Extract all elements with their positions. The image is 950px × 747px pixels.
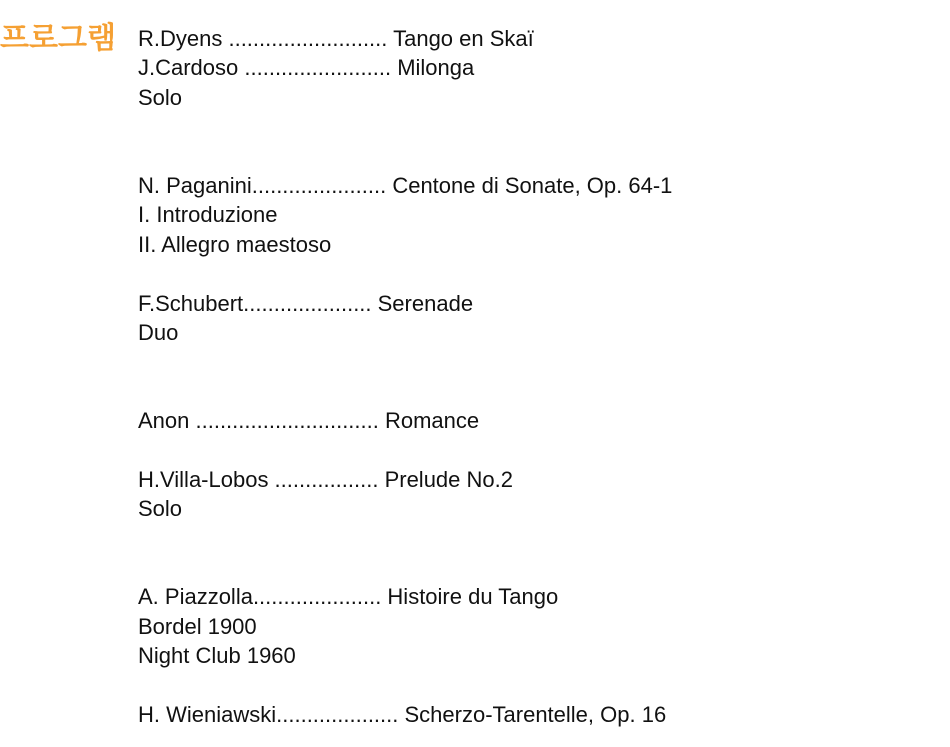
program-group-anon <box>138 406 918 435</box>
program-performer-label: Duo <box>138 319 179 345</box>
spacer <box>138 112 918 171</box>
program-list <box>138 24 918 729</box>
program-heading: 프로그램 <box>0 21 116 56</box>
program-entry-cardoso: J.Cardoso ........................ Milonga <box>138 55 475 81</box>
program-entry-villa-lobos: H.Villa-Lobos ................. Prelude No.2 <box>138 466 513 492</box>
program-entry-piazzolla: A. Piazzolla..................... Histoire du Tango <box>138 584 559 610</box>
program-group-villa-lobos <box>138 465 918 524</box>
program-entry-paganini: N. Paganini...................... Centone di Sonate, Op. 64-1 <box>138 172 673 198</box>
program-group-paganini <box>138 171 918 259</box>
spacer <box>138 347 918 406</box>
spacer <box>138 524 918 583</box>
program-performer-label: Solo <box>138 84 183 110</box>
program-group-wieniawski <box>138 700 918 729</box>
program-group-dyens-cardoso <box>138 24 918 112</box>
spacer <box>138 259 918 288</box>
program-entry-anon: Anon .............................. Romance <box>138 408 480 434</box>
program-entry-dyens: R.Dyens .......................... Tango en Skaï <box>138 26 534 51</box>
program-movement-2: II. Allegro maestoso <box>138 231 332 257</box>
spacer <box>138 436 918 465</box>
program-group-piazzolla <box>138 582 918 670</box>
program-movement-2: Night Club 1960 <box>138 643 296 669</box>
program-movement-1: I. Introduzione <box>138 202 278 228</box>
program-movement-1: Bordel 1900 <box>138 613 257 639</box>
program-entry-wieniawski: H. Wieniawski.................... Scherzo-Tarentelle, Op. 16 <box>138 702 667 728</box>
program-entry-schubert: F.Schubert..................... Serenade <box>138 290 474 316</box>
spacer <box>138 671 918 700</box>
program-performer-label: Solo <box>138 496 183 522</box>
program-group-schubert <box>138 289 918 348</box>
